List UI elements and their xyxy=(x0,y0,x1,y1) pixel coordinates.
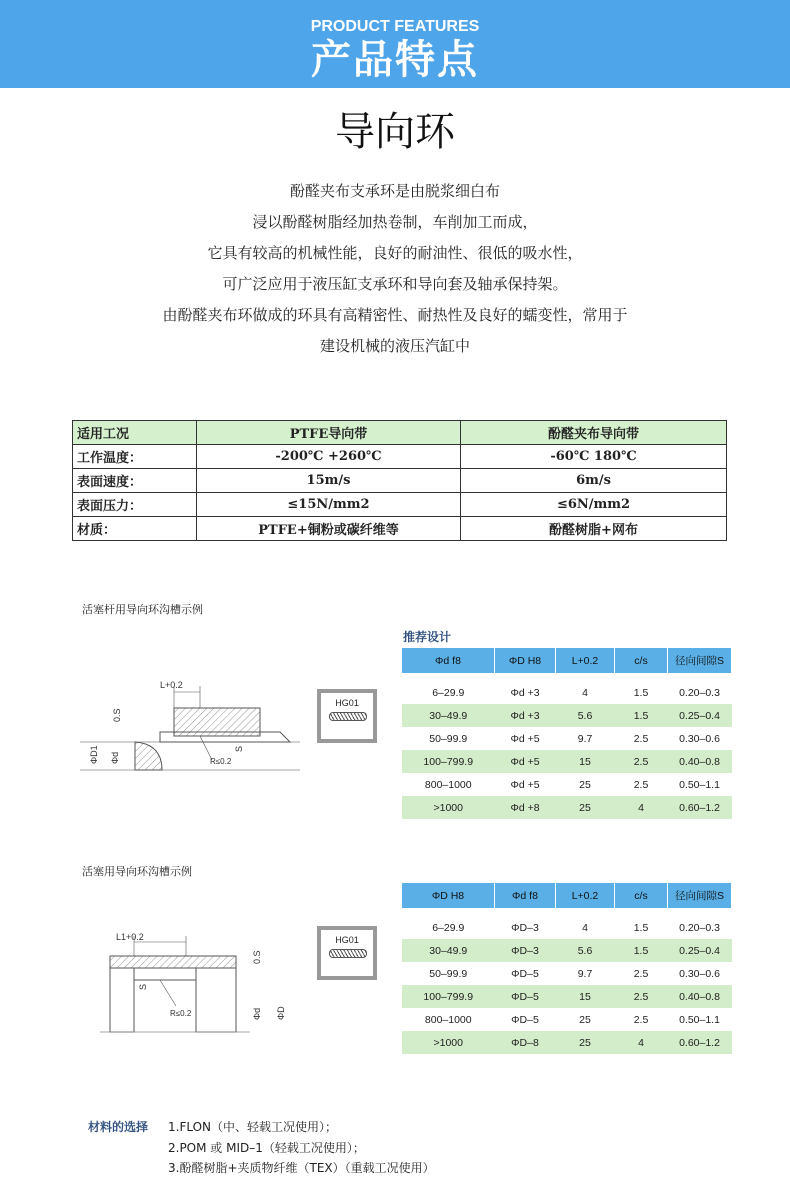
table-row xyxy=(402,1008,732,1031)
table-cell: 15 xyxy=(556,750,615,773)
table-cell: ΦD–5 xyxy=(495,1008,556,1031)
table-cell: 4 xyxy=(556,681,615,704)
table-cell: 4 xyxy=(556,916,615,939)
header-cell: Φd f8 xyxy=(402,648,495,673)
dimension-label: ΦD xyxy=(276,1006,286,1020)
dimension-label: Φd xyxy=(252,1007,262,1020)
table-cell: 15m/s xyxy=(197,469,461,493)
dimension-label: 0.S xyxy=(112,708,122,722)
dimension-label: 0.S xyxy=(252,950,262,964)
table-cell: 1.5 xyxy=(615,939,668,962)
hg01-profile-box xyxy=(317,926,377,980)
table-row xyxy=(402,704,732,727)
table-cell: 9.7 xyxy=(556,962,615,985)
dimension-label: R≤0.2 xyxy=(170,1009,192,1018)
materials-list xyxy=(168,1117,435,1179)
table-cell: 工作温度： xyxy=(73,445,197,469)
table-header-row xyxy=(402,648,732,673)
table-cell: 25 xyxy=(556,773,615,796)
list-item: 3.酚醛树脂+夹质物纤维（TEX）（重载工况使用） xyxy=(168,1161,435,1175)
table-cell: 0.25–0.4 xyxy=(668,939,732,962)
rod-section-title: 活塞杆用导向环沟槽示例 xyxy=(82,603,203,616)
header-cell: 径向间隙S xyxy=(668,648,732,673)
table-cell: Φd +5 xyxy=(495,750,556,773)
header-cell: L+0.2 xyxy=(556,883,615,908)
dimension-label: S xyxy=(138,983,148,990)
table-cell: Φd +5 xyxy=(495,773,556,796)
table-row xyxy=(402,916,732,939)
table-cell: Φd +3 xyxy=(495,704,556,727)
piston-section-title: 活塞用导向环沟槽示例 xyxy=(82,865,192,878)
header-cell: c/s xyxy=(615,648,668,673)
header-cell: Φd f8 xyxy=(495,883,556,908)
table-row xyxy=(73,493,727,517)
table-cell: 0.25–0.4 xyxy=(668,704,732,727)
header-cell: 径向间隙S xyxy=(668,883,732,908)
materials-label: 材料的选择 xyxy=(88,1120,149,1134)
table-cell: 0.60–1.2 xyxy=(668,796,732,819)
list-item: 2.POM 或 MID–1（轻载工况使用）； xyxy=(168,1140,365,1155)
hg01-profile-box xyxy=(317,689,377,743)
table-row xyxy=(73,517,727,541)
dimension-label: R≤0.2 xyxy=(210,757,232,766)
table-cell: 5.6 xyxy=(556,704,615,727)
dimension-label: Φd xyxy=(110,751,120,764)
dimension-label: L+0.2 xyxy=(160,680,183,690)
table-cell: 4 xyxy=(615,1031,668,1054)
description-line: 由酚醛夹布环做成的环具有高精密性、耐热性及良好的蠕变性，常用于 xyxy=(162,306,628,324)
table-row xyxy=(73,445,727,469)
table-cell: 50–99.9 xyxy=(402,727,495,750)
description-line: 浸以酚醛树脂经加热卷制，车削加工而成， xyxy=(252,213,538,231)
table-row xyxy=(402,985,732,1008)
banner-english-title: PRODUCT FEATURES xyxy=(310,18,480,35)
table-row xyxy=(402,1031,732,1054)
rod-groove-drawing xyxy=(80,672,300,782)
table-cell: 9.7 xyxy=(556,727,615,750)
rod-spec-table xyxy=(402,648,732,819)
header-cell: ΦD H8 xyxy=(495,648,556,673)
table-row xyxy=(402,750,732,773)
table-cell: 2.5 xyxy=(615,727,668,750)
table-cell: 2.5 xyxy=(615,1008,668,1031)
table-cell: ΦD–3 xyxy=(495,916,556,939)
table-header-row xyxy=(402,883,732,908)
header-cell: PTFE导向带 xyxy=(197,421,461,445)
table-row xyxy=(402,773,732,796)
piston-spec-table xyxy=(402,883,732,1054)
header-cell: c/s xyxy=(615,883,668,908)
table-cell: >1000 xyxy=(402,1031,495,1054)
header-cell: 适用工况 xyxy=(73,421,197,445)
recommend-label: 推荐设计 xyxy=(403,630,452,644)
dimension-label: ΦD1 xyxy=(89,745,99,764)
table-cell: 2.5 xyxy=(615,750,668,773)
comparison-table xyxy=(72,420,727,541)
table-row xyxy=(402,727,732,750)
table-row xyxy=(402,681,732,704)
table-cell: 0.40–0.8 xyxy=(668,750,732,773)
table-cell: 15 xyxy=(556,985,615,1008)
table-cell: 2.5 xyxy=(615,962,668,985)
table-cell: 表面压力： xyxy=(73,493,197,517)
table-row xyxy=(73,469,727,493)
table-cell: 30–49.9 xyxy=(402,704,495,727)
table-cell: 6–29.9 xyxy=(402,916,495,939)
table-cell: 30–49.9 xyxy=(402,939,495,962)
table-cell: 800–1000 xyxy=(402,773,495,796)
table-cell: >1000 xyxy=(402,796,495,819)
table-cell: 25 xyxy=(556,796,615,819)
table-cell: 0.40–0.8 xyxy=(668,985,732,1008)
description-line: 建设机械的液压汽缸中 xyxy=(319,337,470,355)
table-cell: ΦD–5 xyxy=(495,985,556,1008)
table-cell: Φd +5 xyxy=(495,727,556,750)
description-line: 它具有较高的机械性能，良好的耐油性、很低的吸水性， xyxy=(207,244,583,262)
piston-groove-drawing xyxy=(100,928,310,1038)
table-cell: 0.50–1.1 xyxy=(668,1008,732,1031)
table-cell: 6m/s xyxy=(461,469,727,493)
table-cell: 0.50–1.1 xyxy=(668,773,732,796)
table-cell: ≤15N/mm2 xyxy=(197,493,461,517)
table-cell: 0.20–0.3 xyxy=(668,681,732,704)
table-cell: 0.30–0.6 xyxy=(668,962,732,985)
table-cell: 2.5 xyxy=(615,985,668,1008)
table-cell: ΦD–3 xyxy=(495,939,556,962)
table-cell: 25 xyxy=(556,1008,615,1031)
table-cell: -60℃ 180℃ xyxy=(461,445,727,469)
table-cell: 表面速度： xyxy=(73,469,197,493)
table-cell: 2.5 xyxy=(615,773,668,796)
table-cell: 酚醛树脂+网布 xyxy=(461,517,727,541)
table-cell: 0.30–0.6 xyxy=(668,727,732,750)
table-cell: 25 xyxy=(556,1031,615,1054)
table-cell: 0.20–0.3 xyxy=(668,916,732,939)
hg01-label: HG01 xyxy=(335,935,359,945)
table-header-row xyxy=(73,421,727,445)
table-cell: PTFE+铜粉或碳纤维等 xyxy=(197,517,461,541)
table-cell: Φd +3 xyxy=(495,681,556,704)
table-cell: ΦD–8 xyxy=(495,1031,556,1054)
banner-chinese-title: 产品特点 xyxy=(311,37,479,83)
product-title: 导向环 xyxy=(335,109,455,155)
table-cell: 4 xyxy=(615,796,668,819)
table-cell: 0.60–1.2 xyxy=(668,1031,732,1054)
table-cell: 1.5 xyxy=(615,681,668,704)
hatched-strip-icon xyxy=(329,949,367,958)
table-cell: 50–99.9 xyxy=(402,962,495,985)
table-cell: 材质： xyxy=(73,517,197,541)
table-cell: 1.5 xyxy=(615,916,668,939)
header-cell: L+0.2 xyxy=(556,648,615,673)
table-row xyxy=(402,939,732,962)
header-banner xyxy=(0,0,790,88)
table-cell: Φd +8 xyxy=(495,796,556,819)
table-cell: ≤6N/mm2 xyxy=(461,493,727,517)
description-line: 可广泛应用于液压缸支承环和导向套及轴承保持架。 xyxy=(222,275,568,293)
list-item: 1.FLON（中、轻载工况使用）； xyxy=(168,1120,338,1134)
table-cell: ΦD–5 xyxy=(495,962,556,985)
description-line: 酚醛夹布支承环是由脱浆细白布 xyxy=(289,182,500,200)
table-cell: 5.6 xyxy=(556,939,615,962)
product-description xyxy=(0,176,790,362)
table-row xyxy=(402,962,732,985)
table-cell: 1.5 xyxy=(615,704,668,727)
table-cell: 100–799.9 xyxy=(402,985,495,1008)
table-cell: 6–29.9 xyxy=(402,681,495,704)
table-cell: 800–1000 xyxy=(402,1008,495,1031)
header-cell: ΦD H8 xyxy=(402,883,495,908)
header-cell: 酚醛夹布导向带 xyxy=(461,421,727,445)
table-cell: 100–799.9 xyxy=(402,750,495,773)
table-cell: -200℃ +260℃ xyxy=(197,445,461,469)
hg01-label: HG01 xyxy=(335,698,359,708)
dimension-label: S xyxy=(234,745,244,752)
dimension-label: L1+0.2 xyxy=(116,932,144,942)
hatched-strip-icon xyxy=(329,712,367,721)
table-row xyxy=(402,796,732,819)
